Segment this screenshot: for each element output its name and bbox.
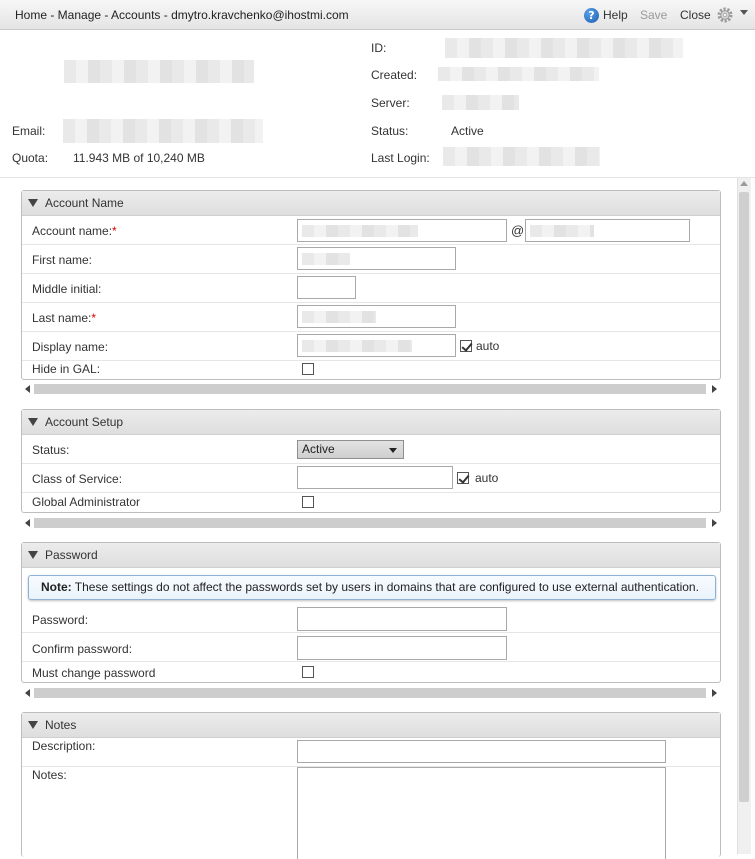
status-label: Status: xyxy=(371,124,409,138)
display-name-label: Display name: xyxy=(32,340,109,354)
status-select[interactable] xyxy=(297,440,404,459)
last-name-input[interactable] xyxy=(297,305,456,328)
last-name-value-redacted xyxy=(302,311,376,323)
account-setup-section xyxy=(21,409,721,513)
last-login-value-redacted xyxy=(443,147,600,166)
password-label: Password: xyxy=(32,613,89,627)
first-name-value-redacted xyxy=(302,253,350,265)
title-bar xyxy=(0,0,755,30)
last-name-label xyxy=(32,311,96,325)
help-button[interactable] xyxy=(584,7,628,23)
domain-value-redacted xyxy=(530,225,594,237)
collapse-triangle-icon[interactable] xyxy=(28,551,38,559)
first-name-label: First name: xyxy=(32,253,93,267)
display-name-input[interactable] xyxy=(297,334,456,357)
class-of-service-auto-checkbox[interactable] xyxy=(457,472,469,484)
account-setup-section-header[interactable] xyxy=(22,410,720,435)
section-title: Account Name xyxy=(45,196,124,210)
horizontal-scrollbar[interactable] xyxy=(22,382,720,394)
status-row xyxy=(22,435,720,464)
scroll-left-icon[interactable] xyxy=(25,519,30,527)
scroll-right-icon[interactable] xyxy=(712,519,717,527)
note-bold-label: Note: xyxy=(41,580,72,594)
account-name-label-text: Account name: xyxy=(32,224,113,238)
quota-label: Quota: xyxy=(12,151,49,165)
notes-row xyxy=(22,767,720,857)
must-change-password-checkbox[interactable] xyxy=(302,666,314,678)
password-note xyxy=(28,575,716,600)
hide-gal-row xyxy=(22,361,720,380)
scroll-right-icon[interactable] xyxy=(712,385,717,393)
account-name-section-header[interactable] xyxy=(22,191,720,216)
description-row xyxy=(22,738,720,767)
scroll-left-icon[interactable] xyxy=(25,689,30,697)
confirm-password-row xyxy=(22,633,720,662)
notes-textarea[interactable] xyxy=(297,767,666,859)
password-section-header[interactable] xyxy=(22,543,720,568)
account-name-section xyxy=(21,190,721,380)
status-field-label: Status: xyxy=(32,443,70,457)
hide-gal-checkbox[interactable] xyxy=(302,363,314,375)
global-admin-row xyxy=(22,493,720,512)
password-section xyxy=(21,542,721,683)
section-title: Notes xyxy=(45,718,77,732)
scrollbar-track[interactable] xyxy=(34,518,706,528)
email-label: Email: xyxy=(12,124,46,138)
help-icon: ? xyxy=(584,8,599,23)
section-title: Account Setup xyxy=(45,415,124,429)
account-display-name-redacted xyxy=(64,60,254,83)
quota-value: 11.943 MB of 10,240 MB xyxy=(73,151,205,165)
middle-initial-label: Middle initial: xyxy=(32,282,102,296)
required-mark: * xyxy=(91,311,97,325)
account-name-row xyxy=(22,216,720,245)
breadcrumb[interactable]: Home - Manage - Accounts - dmytro.kravchenko@ihostmi.com xyxy=(15,8,349,22)
created-value-redacted xyxy=(438,67,599,81)
account-name-input[interactable] xyxy=(297,219,507,242)
must-change-password-row xyxy=(22,662,720,682)
last-name-row xyxy=(22,303,720,332)
middle-initial-input[interactable] xyxy=(297,276,356,299)
class-of-service-label: Class of Service: xyxy=(32,472,123,486)
display-name-value-redacted xyxy=(302,340,412,352)
id-label: ID: xyxy=(371,41,387,55)
account-name-value-redacted xyxy=(302,225,418,237)
status-select-value: Active xyxy=(302,442,335,456)
collapse-triangle-icon[interactable] xyxy=(28,418,38,426)
confirm-password-label: Confirm password: xyxy=(32,642,133,656)
collapse-triangle-icon[interactable] xyxy=(28,721,38,729)
scroll-left-icon[interactable] xyxy=(25,385,30,393)
chevron-down-icon xyxy=(389,448,397,453)
first-name-input[interactable] xyxy=(297,247,456,270)
email-value-redacted xyxy=(63,119,263,143)
password-row xyxy=(22,604,720,633)
scrollbar-track[interactable] xyxy=(34,384,706,394)
confirm-password-input[interactable] xyxy=(297,636,507,660)
server-value-redacted xyxy=(442,95,519,110)
display-name-auto-checkbox[interactable] xyxy=(460,340,472,352)
horizontal-scrollbar[interactable] xyxy=(22,516,720,528)
server-label: Server: xyxy=(371,96,410,110)
help-label: Help xyxy=(603,8,628,22)
global-admin-checkbox[interactable] xyxy=(302,496,314,508)
domain-input[interactable] xyxy=(525,219,690,242)
save-button[interactable]: Save xyxy=(640,8,668,22)
last-name-label-text: Last name: xyxy=(32,311,92,325)
at-sign: @ xyxy=(511,223,525,238)
section-title: Password xyxy=(45,548,98,562)
header-divider xyxy=(0,177,755,178)
password-input[interactable] xyxy=(297,607,507,631)
description-input[interactable] xyxy=(297,740,666,763)
horizontal-scrollbar[interactable] xyxy=(22,686,720,698)
scroll-right-icon[interactable] xyxy=(712,689,717,697)
created-label: Created: xyxy=(371,68,418,82)
description-label: Description: xyxy=(32,739,96,753)
gear-icon[interactable] xyxy=(716,6,734,24)
middle-initial-row xyxy=(22,274,720,303)
scrollbar-thumb[interactable] xyxy=(739,192,749,802)
display-name-row xyxy=(22,332,720,361)
scrollbar-track[interactable] xyxy=(34,688,706,698)
class-of-service-auto-label: auto xyxy=(475,471,499,485)
scroll-up-icon[interactable] xyxy=(740,181,748,186)
chevron-down-icon[interactable] xyxy=(740,10,748,15)
id-value-redacted xyxy=(445,38,683,58)
status-value: Active xyxy=(451,124,484,138)
class-of-service-input[interactable] xyxy=(297,466,453,489)
class-of-service-row xyxy=(22,464,720,493)
display-name-auto-label: auto xyxy=(476,339,500,353)
close-button[interactable]: Close xyxy=(680,8,711,22)
first-name-row xyxy=(22,245,720,274)
global-admin-label: Global Administrator xyxy=(32,495,141,509)
hide-gal-label: Hide in GAL: xyxy=(32,362,101,376)
must-change-password-label: Must change password xyxy=(32,666,156,680)
required-mark: * xyxy=(112,224,117,238)
last-login-label: Last Login: xyxy=(371,151,430,165)
note-text: These settings do not affect the passwords set by users in domains that are configured to use external authentication. xyxy=(71,580,699,594)
notes-label: Notes: xyxy=(32,768,67,782)
collapse-triangle-icon[interactable] xyxy=(28,199,38,207)
account-name-label xyxy=(32,224,117,238)
notes-section-header[interactable] xyxy=(22,713,720,738)
notes-section xyxy=(21,712,721,857)
